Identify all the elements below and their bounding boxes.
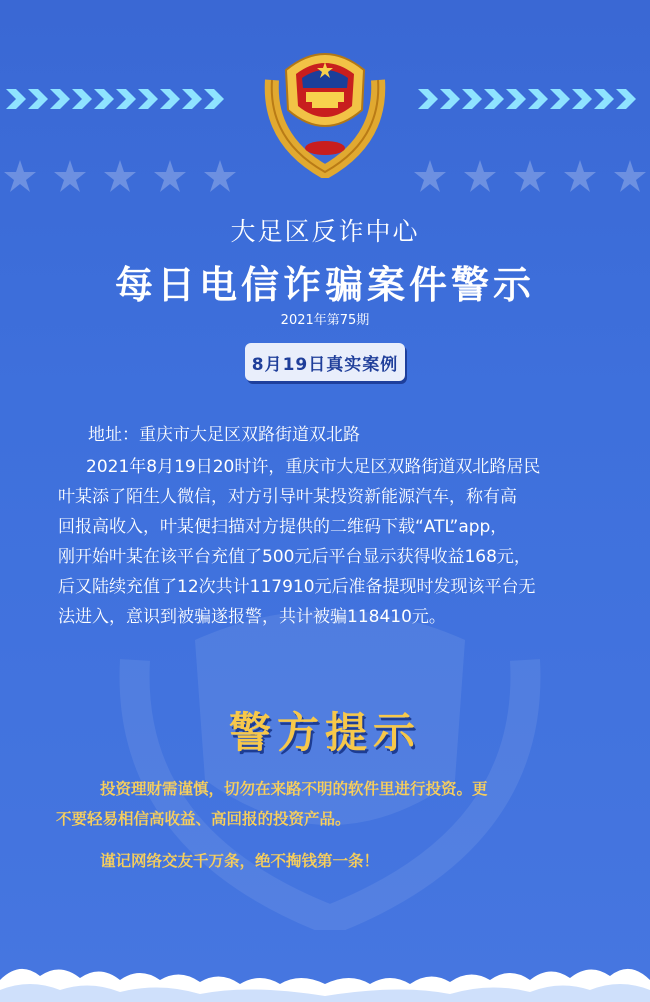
case-address: 地址：重庆市大足区双路街道双北路 (88, 425, 360, 445)
case-line: 叶某添了陌生人微信，对方引导叶某投资新能源汽车，称有高 (58, 487, 517, 507)
warning-tip-1-line-2: 不要轻易相信高收益、高回报的投资产品。 (56, 810, 351, 828)
cloud-border (0, 940, 650, 1002)
warning-tip-2: 谨记网络交友千万条，绝不掏钱第一条！ (100, 852, 380, 870)
warning-tip-1-line-1: 投资理财需谨慎，切勿在来路不明的软件里进行投资。更 (100, 780, 488, 798)
date-badge: 8月19日真实案例 (245, 343, 405, 381)
police-emblem-icon (258, 40, 392, 178)
arrow-chevrons-icon (418, 86, 648, 112)
case-line: 回报高收入，叶某便扫描对方提供的二维码下载“ATL”app， (58, 517, 508, 537)
page-title: 每日电信诈骗案件警示 (114, 263, 535, 307)
case-line: 刚开始叶某在该平台充值了500元后平台显示获得收益168元， (58, 547, 531, 567)
warning-tip-1 (56, 774, 610, 834)
case-line: 法进入，意识到被骗遂报警，共计被骗118410元。 (58, 607, 446, 627)
arrow-chevrons-icon (6, 86, 236, 112)
center-name: 大足区反诈中心 (230, 217, 420, 246)
emblem-watermark (95, 600, 565, 930)
case-description (58, 452, 618, 632)
case-line: 后又陆续充值了12次共计117910元后准备提现时发现该平台无 (58, 577, 536, 597)
warning-title: 警方提示 (228, 708, 421, 757)
case-line: 2021年8月19日20时许，重庆市大足区双路街道双北路居民 (86, 457, 541, 477)
issue-number: 2021年第75期 (280, 313, 370, 328)
